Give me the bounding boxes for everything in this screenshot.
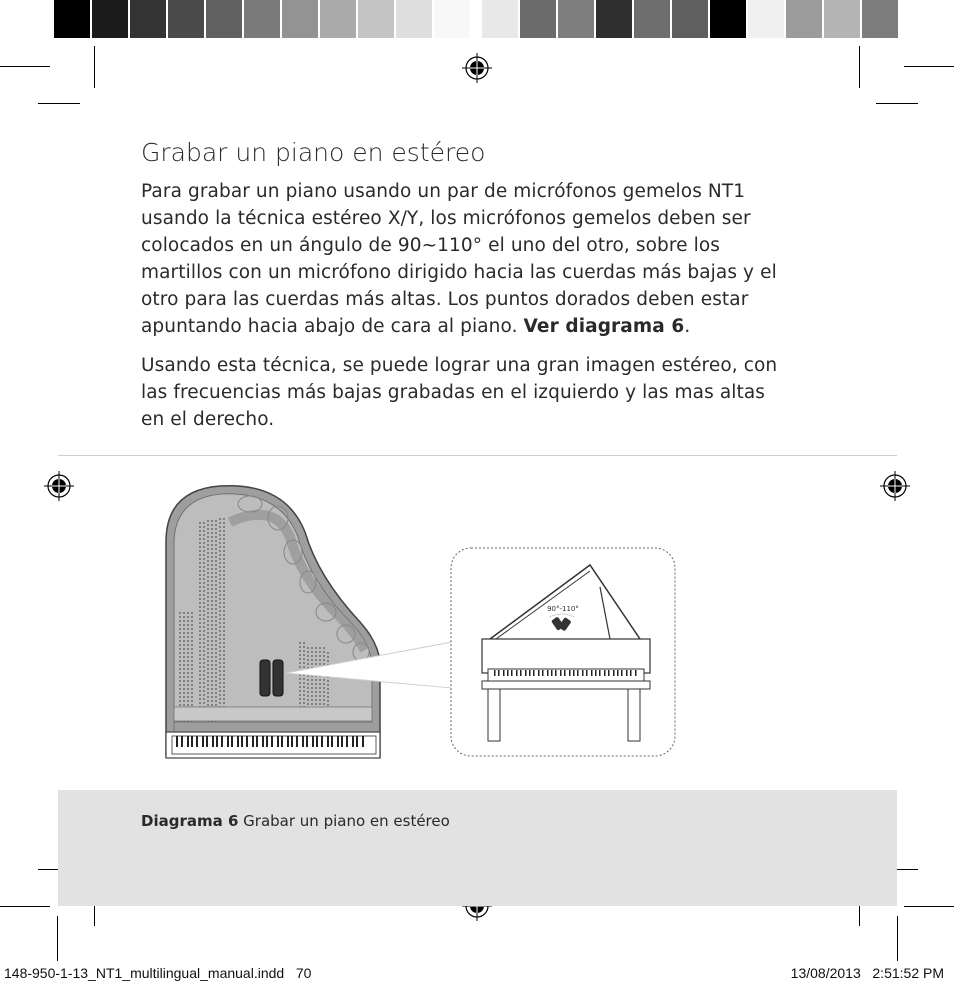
color-swatch xyxy=(558,0,596,38)
paragraph-1-text: Para grabar un piano usando un par de micrófonos gemelos NT1 usando la técnica estéreo X/Y, los micrófonos gemelos deben ser colocados en un ángulo de 90~110° el uno del otro, sobre los martillos con un micrófono dirigido hacia las cuerdas más bajas y el otro para las cuerdas más altas. Los puntos dorados deben estar apuntando hacia abajo de cara al piano. xyxy=(141,181,777,337)
diagram-caption xyxy=(141,812,450,830)
color-swatch xyxy=(824,0,862,38)
crop-mark xyxy=(876,103,918,104)
crop-mark xyxy=(0,66,50,67)
diagram-reference: Ver diagrama 6 xyxy=(523,316,685,337)
color-swatch xyxy=(748,0,786,38)
section-title: Grabar un piano en estéreo xyxy=(141,138,486,167)
color-swatch xyxy=(168,0,206,38)
crop-mark xyxy=(0,906,50,907)
color-swatch xyxy=(862,0,900,38)
crop-mark xyxy=(859,46,860,88)
registration-mark-icon xyxy=(462,53,492,83)
color-swatch xyxy=(482,0,520,38)
crop-mark xyxy=(904,906,954,907)
color-swatch xyxy=(786,0,824,38)
crop-mark xyxy=(904,66,954,67)
color-swatch xyxy=(596,0,634,38)
file-slug: 148-950-1-13_NT1_multilingual_manual.indd 70 xyxy=(4,965,312,981)
color-swatch xyxy=(54,0,92,38)
color-swatch xyxy=(92,0,130,38)
paragraph-1 xyxy=(141,178,786,340)
crop-mark xyxy=(38,103,80,104)
color-swatch xyxy=(320,0,358,38)
color-swatch xyxy=(396,0,434,38)
crop-mark xyxy=(94,46,95,88)
color-swatch xyxy=(358,0,396,38)
crop-mark xyxy=(897,916,898,961)
paragraph-1-end: . xyxy=(684,316,691,337)
paragraph-2: Usando esta técnica, se puede lograr una gran imagen estéreo, con las frecuencias más bajas grabadas en el izquierdo y las mas altas en el derecho. xyxy=(141,355,778,430)
color-swatch xyxy=(520,0,558,38)
color-swatch xyxy=(434,0,472,38)
color-swatch xyxy=(710,0,748,38)
piano-top-view-illustration xyxy=(160,482,385,762)
color-swatch xyxy=(282,0,320,38)
color-swatch xyxy=(130,0,168,38)
caption-band xyxy=(58,790,897,906)
color-swatch xyxy=(672,0,710,38)
caption-text: Grabar un piano en estéreo xyxy=(238,812,450,830)
color-bar-left xyxy=(54,0,472,38)
caption-label: Diagrama 6 xyxy=(141,812,239,830)
divider xyxy=(58,455,897,456)
registration-mark-icon xyxy=(880,471,910,501)
color-swatch xyxy=(634,0,672,38)
color-swatch xyxy=(244,0,282,38)
color-bar-right xyxy=(482,0,900,38)
timestamp-slug: 13/08/2013 2:51:52 PM xyxy=(790,965,944,981)
piano-front-view-illustration xyxy=(450,547,676,757)
crop-mark xyxy=(57,916,58,961)
angle-label: 90°-110° xyxy=(547,605,579,613)
color-swatch xyxy=(206,0,244,38)
zoom-connector xyxy=(280,640,460,690)
registration-mark-icon xyxy=(44,471,74,501)
